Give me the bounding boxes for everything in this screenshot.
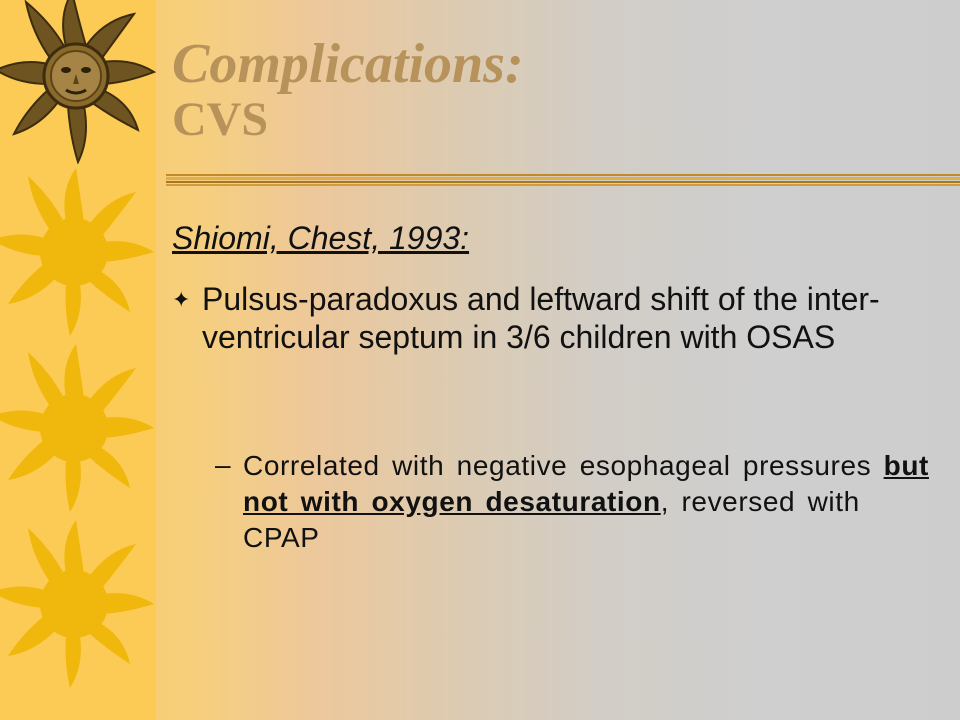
sub-bullet-emphasis: but not with oxygen desaturation [243, 450, 929, 517]
dash-bullet-icon: – [215, 449, 231, 480]
bullet-item [172, 280, 942, 356]
sub-bullet-item [215, 448, 935, 556]
sun-icon [0, 520, 162, 690]
sub-bullet-text [243, 448, 935, 556]
sub-bullet-text-start: Correlated with negative esophageal pressures [243, 450, 884, 481]
star-bullet-icon: ✦ [172, 287, 191, 312]
slide-title [172, 34, 524, 146]
bullet-text: Pulsus-paradoxus and leftward shift of the inter-ventricular septum in 3/6 children with OSAS [202, 281, 880, 355]
sun-face-icon [0, 0, 156, 164]
title-line-2: CVS [172, 93, 269, 147]
citation-heading: Shiomi, Chest, 1993: [172, 220, 470, 256]
sun-icon [0, 168, 162, 338]
sub-bullet-text-end: , reversed with CPAP [243, 486, 860, 553]
sun-icon [0, 344, 162, 514]
title-divider [166, 174, 960, 186]
title-line-1: Complications: [172, 33, 524, 95]
